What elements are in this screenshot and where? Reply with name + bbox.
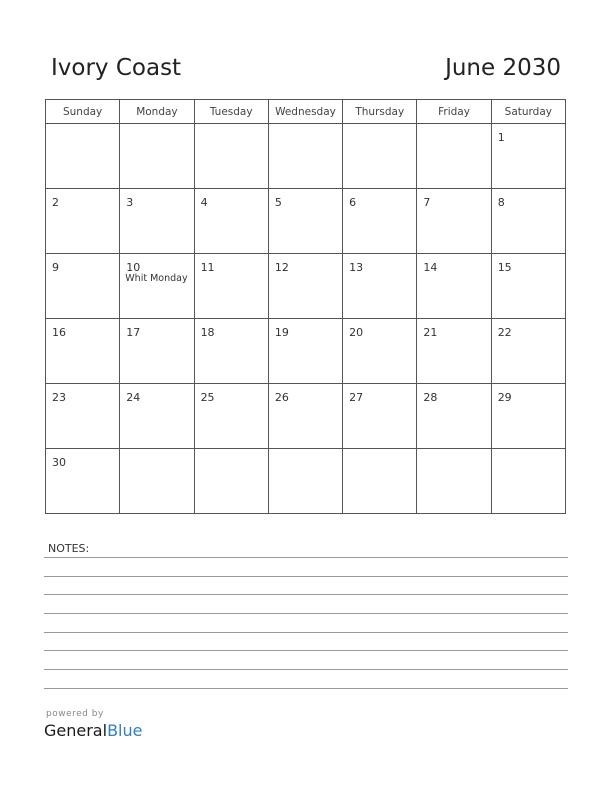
day-number: 9 <box>52 261 59 274</box>
weekday-header: Sunday <box>46 100 120 124</box>
day-number: 2 <box>52 196 59 209</box>
day-cell <box>491 189 565 254</box>
weekday-header: Friday <box>417 100 491 124</box>
day-cell <box>343 189 417 254</box>
brand-name-general: General <box>44 721 108 740</box>
day-number: 5 <box>274 196 282 209</box>
day-number: 17 <box>126 326 141 339</box>
day-number: 19 <box>274 326 289 339</box>
day-cell <box>491 124 565 189</box>
note-line <box>44 650 568 651</box>
day-number: 7 <box>423 196 431 209</box>
day-cell <box>120 189 194 254</box>
day-cell <box>417 189 491 254</box>
day-number: 4 <box>200 196 208 209</box>
weekday-header: Monday <box>120 100 194 124</box>
day-cell <box>120 254 194 319</box>
holiday-label: Whit Monday <box>125 273 188 284</box>
note-line <box>44 688 568 689</box>
day-cell <box>46 449 120 514</box>
day-cell <box>268 124 342 189</box>
day-number: 16 <box>52 326 66 339</box>
day-number: 24 <box>126 391 141 404</box>
day-number: 1 <box>497 131 505 144</box>
day-number: 18 <box>200 326 215 339</box>
note-line <box>44 557 568 558</box>
day-number: 28 <box>423 391 438 404</box>
day-number: 25 <box>200 391 215 404</box>
day-cell <box>46 189 120 254</box>
day-cell <box>46 319 120 384</box>
brand-name-blue: Blue <box>107 721 143 740</box>
weekday-header: Tuesday <box>194 100 268 124</box>
day-cell <box>417 384 491 449</box>
day-number: 29 <box>497 391 512 404</box>
day-number: 15 <box>497 261 512 274</box>
day-cell <box>491 254 565 319</box>
day-cell <box>343 449 417 514</box>
day-cell <box>491 384 565 449</box>
note-line <box>44 632 568 633</box>
note-line <box>44 576 568 577</box>
week-row <box>46 384 566 449</box>
weekday-header: Wednesday <box>268 100 342 124</box>
day-cell <box>268 254 342 319</box>
day-cell <box>268 319 342 384</box>
day-number: 30 <box>52 456 66 469</box>
week-row <box>46 124 566 189</box>
day-cell <box>46 124 120 189</box>
day-cell <box>343 384 417 449</box>
day-cell <box>194 319 268 384</box>
note-line <box>44 613 568 614</box>
day-cell <box>417 449 491 514</box>
day-cell <box>194 254 268 319</box>
day-cell <box>343 124 417 189</box>
week-row <box>46 254 566 319</box>
day-cell <box>194 449 268 514</box>
day-number: 14 <box>423 261 438 274</box>
day-cell <box>120 124 194 189</box>
weekday-header: Saturday <box>491 100 565 124</box>
note-line <box>44 669 568 670</box>
day-cell <box>120 384 194 449</box>
day-cell <box>417 254 491 319</box>
day-number: 8 <box>497 196 505 209</box>
day-number: 10 <box>126 261 141 274</box>
day-cell <box>491 449 565 514</box>
day-cell <box>417 124 491 189</box>
powered-by-text: powered by <box>46 709 104 719</box>
day-number: 12 <box>274 261 289 274</box>
calendar-grid <box>45 99 566 514</box>
week-row <box>46 189 566 254</box>
day-number: 23 <box>52 391 66 404</box>
day-cell <box>46 254 120 319</box>
weekday-header: Thursday <box>343 100 417 124</box>
day-cell <box>120 319 194 384</box>
day-number: 21 <box>423 326 438 339</box>
day-number: 3 <box>126 196 134 209</box>
day-number: 6 <box>349 196 357 209</box>
day-cell <box>194 189 268 254</box>
day-number: 22 <box>497 326 512 339</box>
day-cell <box>343 254 417 319</box>
brand-logo <box>44 721 142 740</box>
country-title: Ivory Coast <box>51 55 182 81</box>
week-row <box>46 319 566 384</box>
day-cell <box>491 319 565 384</box>
month-year-title: June 2030 <box>445 55 561 81</box>
day-cell <box>120 449 194 514</box>
day-number: 26 <box>274 391 289 404</box>
day-number: 27 <box>349 391 364 404</box>
day-number: 13 <box>349 261 364 274</box>
day-cell <box>268 449 342 514</box>
day-cell <box>194 124 268 189</box>
day-cell <box>268 384 342 449</box>
day-cell <box>46 384 120 449</box>
note-line <box>44 594 568 595</box>
day-number: 11 <box>200 261 215 274</box>
day-number: 20 <box>349 326 364 339</box>
weekday-header-row <box>46 100 566 124</box>
day-cell <box>194 384 268 449</box>
day-cell <box>417 319 491 384</box>
day-cell <box>343 319 417 384</box>
day-cell <box>268 189 342 254</box>
week-row <box>46 449 566 514</box>
notes-label: NOTES: <box>48 542 90 555</box>
